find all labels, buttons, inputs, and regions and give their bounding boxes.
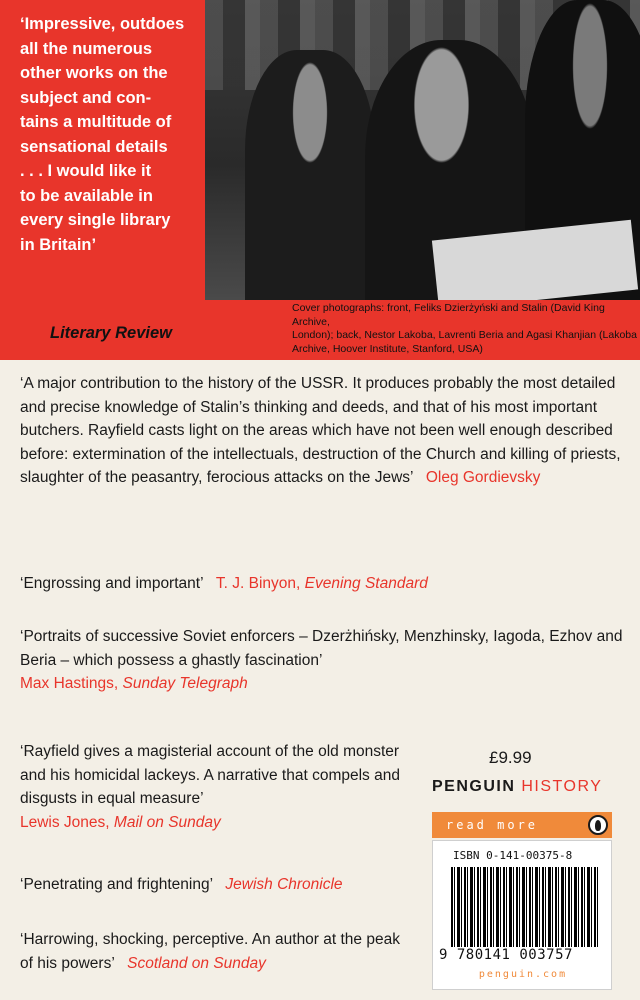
quote-source: [20, 675, 248, 692]
top-quote-line: to be available in: [20, 186, 153, 205]
review-quote: [20, 625, 625, 696]
read-more-banner: [432, 812, 612, 838]
price: £9.99: [489, 748, 532, 767]
barcode-icon: [451, 867, 599, 947]
top-quote-line: tains a multitude of: [20, 113, 172, 131]
isbn-label: ISBN 0-141-00375-8: [453, 849, 573, 862]
red-header-band: [0, 0, 640, 360]
source-publication: Evening Standard: [304, 575, 428, 592]
publisher-name: PENGUIN: [432, 778, 516, 795]
website-label: penguin.com: [478, 969, 568, 980]
source-publication: Sunday Telegraph: [122, 675, 248, 692]
quote-text: ‘A major contribution to the history of the USSR. It produces probably the most detailed and precise knowledge of Stalin’s thinking and deeds, and that of his most important butchers. Rayfield casts light on the areas which have not been well enough described before: extermination of the intellectuals, destruction of the Church and killing of priests, slaughter of the peasantry, ferocious attacks on the Jews’: [20, 375, 621, 486]
read-more-label: read more: [446, 818, 539, 832]
review-quote: [20, 740, 400, 834]
top-quote-line: subject and con-: [20, 88, 152, 107]
quote-text: ‘Portraits of successive Soviet enforcers – Dzerżhińsky, Menzhinsky, Iagoda, Ezhov and Beria – which possess a ghastly fascination’: [20, 628, 623, 669]
penguin-logo-icon: [588, 815, 608, 835]
top-review-quote: [20, 12, 210, 257]
top-quote-line: every single library: [20, 211, 171, 229]
source-name: T. J. Binyon,: [215, 575, 301, 592]
source-name: Lewis Jones,: [20, 813, 110, 831]
barcode-number: 9 780141 003757: [439, 947, 573, 963]
review-quote: [20, 572, 580, 596]
cover-photograph: [205, 0, 640, 300]
quote-text: ‘Harrowing, shocking, perceptive. An author at the peak of his powers’: [20, 931, 400, 972]
photo-figure-left: [245, 50, 375, 300]
source-name: Oleg Gordievsky: [425, 469, 541, 486]
review-quote: [20, 928, 400, 975]
source-publication: Scotland on Sunday: [127, 954, 266, 972]
imprint-category: HISTORY: [521, 778, 603, 795]
barcode-panel: [432, 840, 612, 990]
top-quote-line: all the numerous: [20, 39, 153, 58]
publisher-imprint: [432, 778, 602, 796]
quote-text: ‘Engrossing and important’: [20, 575, 203, 592]
quote-source: [20, 814, 221, 831]
caption-line: Cover photographs: front, Feliks Dzierżyński and Stalin (David King Archive,: [292, 302, 605, 328]
quote-source: [119, 955, 266, 972]
top-quote-source: Literary Review: [50, 324, 172, 342]
caption-line: Archive, Hoover Institute, Stanford, USA): [292, 342, 483, 355]
quote-source: [207, 575, 428, 592]
source-publication: Jewish Chronicle: [225, 876, 343, 893]
quote-source: [417, 469, 540, 486]
top-quote-line: in Britain’: [20, 235, 97, 254]
top-quote-line: other works on the: [20, 64, 168, 82]
photo-caption: [292, 302, 637, 356]
caption-line: London); back, Nestor Lakoba, Lavrenti Beria and Agasi Khanjian (Lakoba: [292, 329, 637, 341]
review-quote: [20, 873, 400, 897]
review-quote: [20, 372, 625, 490]
top-quote-line: sensational details: [20, 137, 168, 156]
source-name: Max Hastings,: [20, 675, 119, 692]
quote-text: ‘Penetrating and frightening’: [20, 876, 213, 893]
top-quote-line: ‘Impressive, outdoes: [20, 15, 185, 33]
quote-source: [217, 876, 343, 893]
top-quote-line: . . . I would like it: [20, 162, 152, 180]
source-publication: Mail on Sunday: [113, 813, 221, 831]
quote-text: ‘Rayfield gives a magisterial account of the old monster and his homicidal lackeys. A narrative that compels and disgusts in equal measure’: [20, 743, 400, 807]
